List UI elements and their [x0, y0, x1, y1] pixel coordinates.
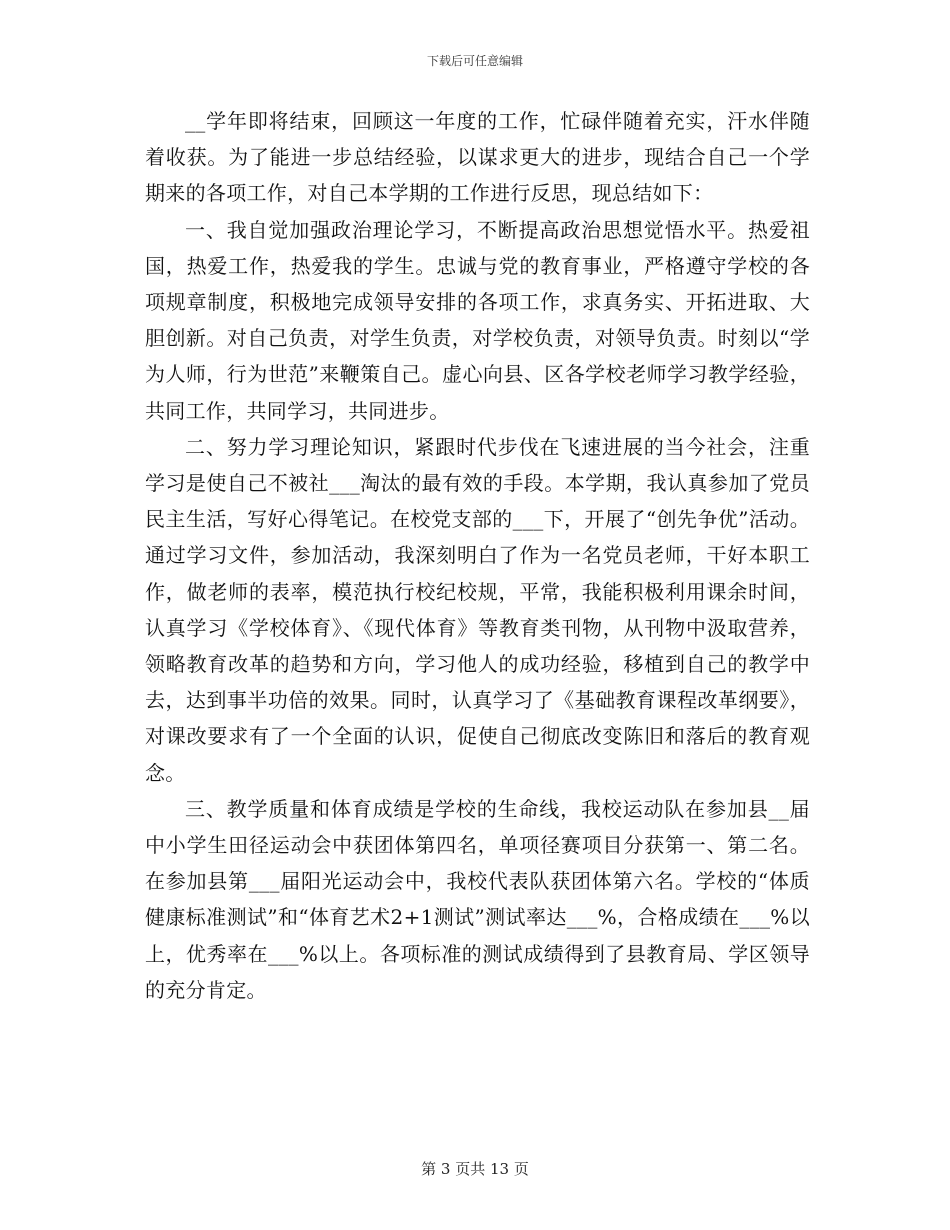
page-number: 第 3 页共 13 页 [421, 1160, 529, 1178]
paragraph-intro: __学年即将结束，回顾这一年度的工作，忙碌伴随着充实，汗水伴随着收获。为了能进一步总结经验，以谋求更大的进步，现结合自己一个学期来的各项工作，对自己本学期的工作进行反思，现总结如下： [145, 109, 810, 206]
paragraph-section-2: 二、努力学习理论知识，紧跟时代步伐在飞速进展的当今社会，注重学习是使自己不被社___淘汰的最有效的手段。本学期，我认真参加了党员民主生活，写好心得笔记。在校党支部的___下，开展了“创先争优”活动。通过学习文件，参加活动，我深刻明白了作为一名党员老师，干好本职工作，做老师的表率，模范执行校纪校规，平常，我能积极利用课余时间，认真学习《学校体育》、《现代体育》等教育类刊物，从刊物中汲取营养，领略教育改革的趋势和方向，学习他人的成功经验，移植到自己的教学中去，达到事半功倍的效果。同时，认真学习了《基础教育课程改革纲要》，对课改要求有了一个全面的认识，促使自己彻底改变陈旧和落后的教育观念。 [145, 434, 810, 785]
page-header-note: 下载后可任意编辑 [426, 54, 523, 68]
paragraph-section-1: 一、我自觉加强政治理论学习，不断提高政治思想觉悟水平。热爱祖国，热爱工作，热爱我的学生。忠诚与党的教育事业，严格遵守学校的各项规章制度，积极地完成领导安排的各项工作，求真务实、开拓进取、大胆创新。对自己负责，对学生负责，对学校负责，对领导负责。时刻以“学为人师，行为世范”来鞭策自己。虚心向县、区各学校老师学习教学经验，共同工作，共同学习，共同进步。 [145, 217, 810, 423]
document-body [145, 103, 810, 1008]
paragraph-section-3: 三、教学质量和体育成绩是学校的生命线，我校运动队在参加县__届中小学生田径运动会中获团体第四名，单项径赛项目分获第一、第二名。在参加县第___届阳光运动会中，我校代表队获团体第六名。学校的“体质健康标准测试”和“体育艺术2+1测试”测试率达___%，合格成绩在___%以上，优秀率在___%以上。各项标准的测试成绩得到了县教育局、学区领导的充分肯定。 [145, 796, 810, 1002]
